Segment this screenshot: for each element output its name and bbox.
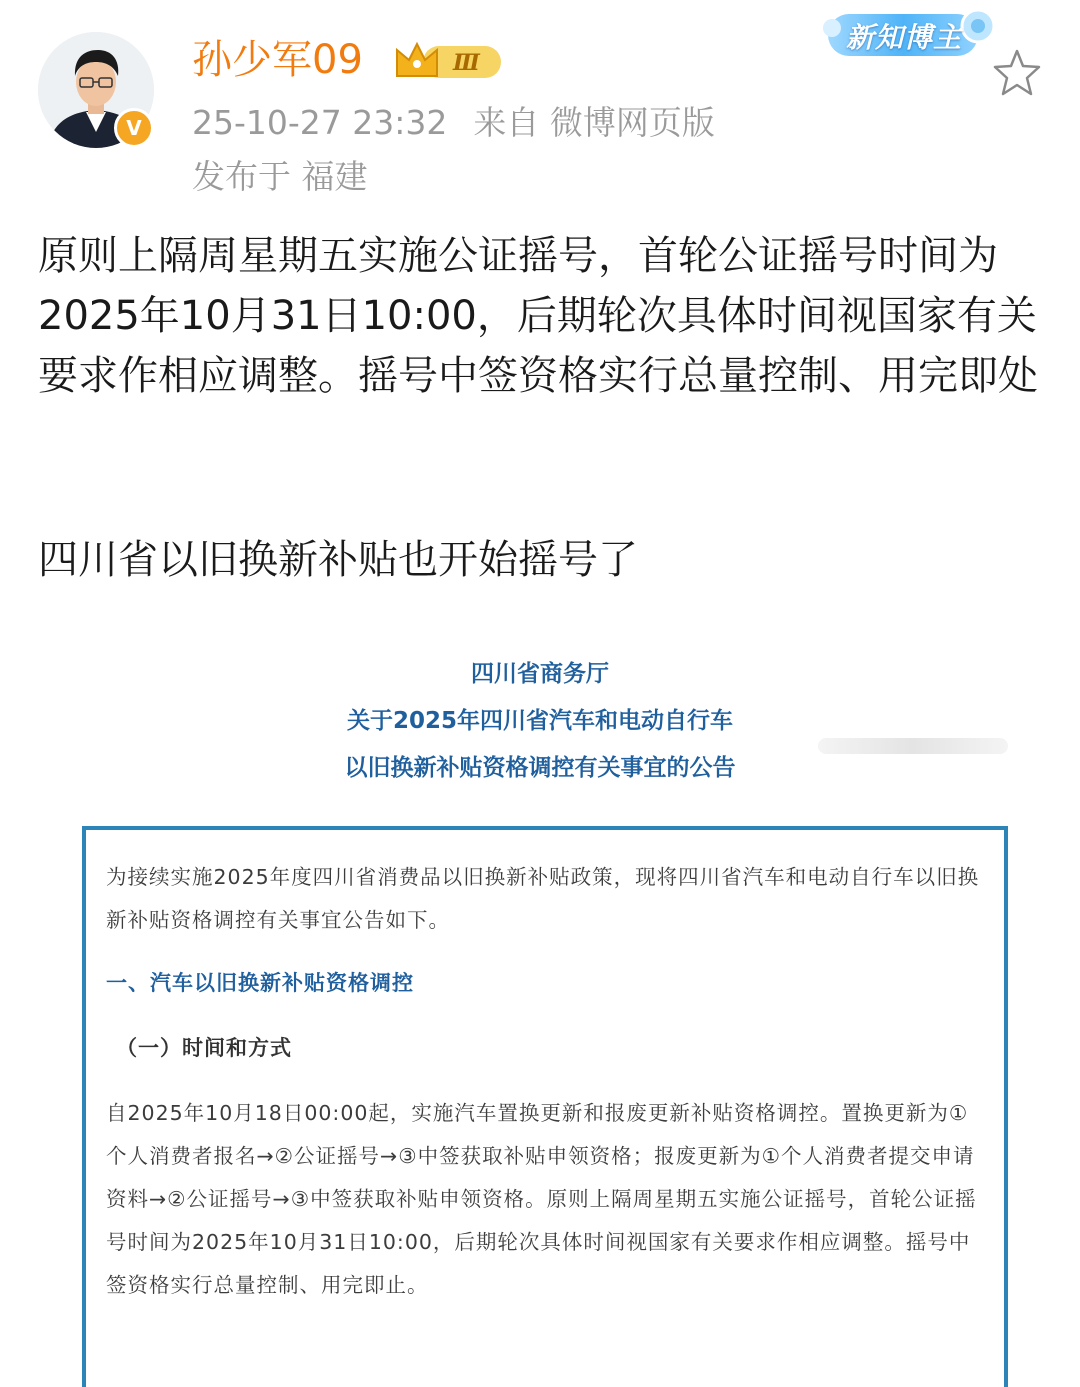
doc-title-line-2: 关于2025年四川省汽车和电动自行车 xyxy=(346,708,733,734)
post-image[interactable] xyxy=(38,620,1042,1387)
watermark xyxy=(818,738,1008,754)
doc-body: 自2025年10月18日00:00起，实施汽车置换更新和报废更新补贴资格调控。置换更新为①个人消费者报名→②公证摇号→③中签获取补贴申领资格；报废更新为①个人消费者提交申请资料→②公证摇号→③中签获取补贴申领资格。原则上隔周星期五实施公证摇号，首轮公证摇号时间为2025年10月31日10:00，后期轮次具体时间视国家有关要求作相应调整。摇号中签资格实行总量控制、用完即止。 xyxy=(106,1101,977,1297)
verified-badge-label: V xyxy=(126,116,142,140)
verified-badge-icon xyxy=(114,108,154,148)
crown-icon[interactable] xyxy=(393,38,505,84)
post-text-paragraph-1: 原则上隔周星期五实施公证摇号，首轮公证摇号时间为2025年10月31日10:00，后期轮次具体时间视国家有关要求作相应调整。摇号中签资格实行总量控制、用完即处 xyxy=(38,233,1038,399)
post-location: 发布于 福建 xyxy=(192,157,368,196)
doc-content-box xyxy=(82,826,1008,1387)
level-badge-label: Ⅲ xyxy=(453,50,480,76)
star-outline-icon[interactable] xyxy=(990,46,1044,100)
doc-intro: 为接续实施2025年度四川省消费品以旧换新补贴政策，现将四川省汽车和电动自行车以旧换新补贴资格调控有关事宜公告如下。 xyxy=(106,865,980,932)
doc-section-heading: 一、汽车以旧换新补贴资格调控 xyxy=(106,971,414,995)
user-name[interactable]: 孙少军09 xyxy=(192,37,363,83)
post-meta xyxy=(192,100,715,146)
post-source[interactable]: 来自 微博网页版 xyxy=(473,103,715,142)
doc-title-line-3: 以旧换新补贴资格调控有关事宜的公告 xyxy=(344,755,736,781)
doc-title-line-1: 四川省商务厅 xyxy=(471,661,609,687)
post-timestamp: 25-10-27 23:32 xyxy=(192,103,448,142)
doc-subsection-heading: （一）时间和方式 xyxy=(116,1036,292,1060)
new-knowledge-badge-label: 新知博主 xyxy=(846,21,963,54)
post-text-paragraph-2: 四川省以旧换新补贴也开始摇号了 xyxy=(38,537,638,583)
